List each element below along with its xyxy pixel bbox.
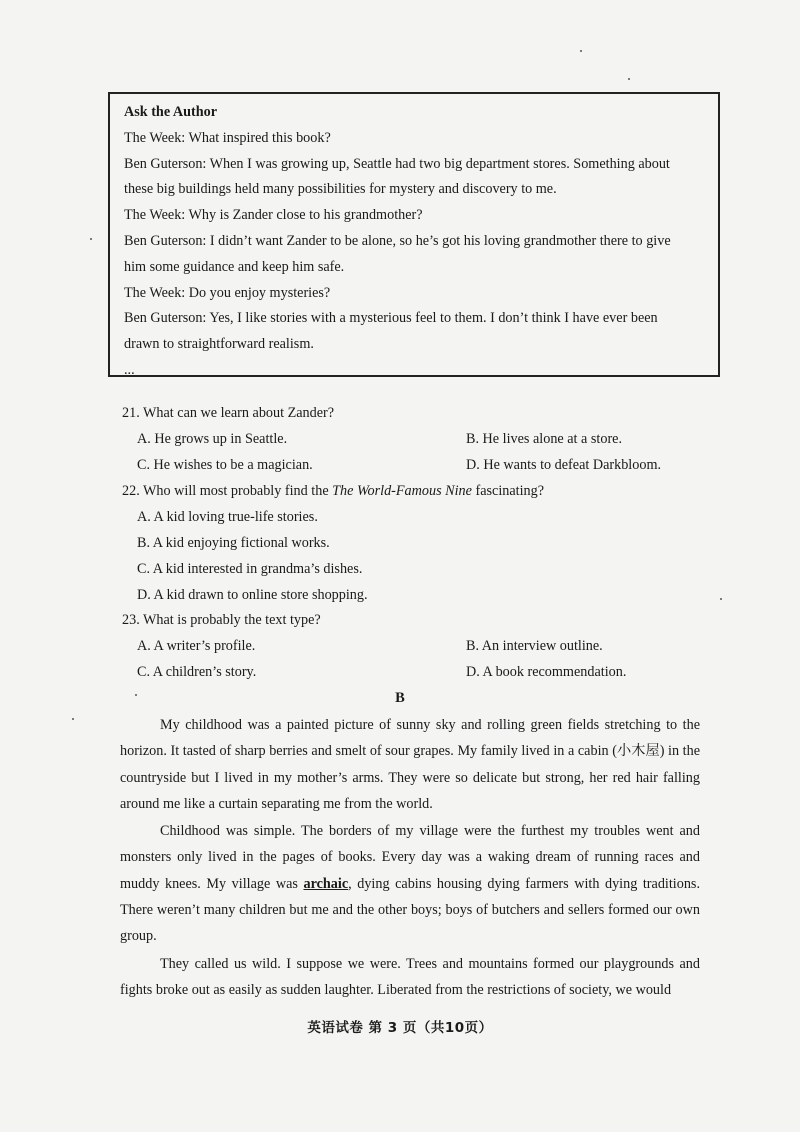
- interview-line: drawn to straightforward realism.: [124, 336, 314, 353]
- question-23-stem: 23. What is probably the text type?: [122, 612, 321, 628]
- q23-option-a: A. A writer’s profile.: [137, 638, 256, 654]
- p2-text-start: Childhood was simple. The borders of my village were the furthest my troubles went and monsters only lived in the pages of books. Every day was a waking dream of running races and muddy knees. My village was: [120, 823, 700, 892]
- scan-speck: [135, 694, 137, 696]
- interview-line: ...: [124, 361, 135, 378]
- q22-option-b: B. A kid enjoying fictional works.: [137, 535, 330, 551]
- interview-line: The Week: What inspired this book?: [124, 129, 331, 146]
- q22-option-a: A. A kid loving true-life stories.: [137, 509, 318, 525]
- q21-option-b: B. He lives alone at a store.: [466, 431, 623, 447]
- q23-option-d: D. A book recommendation.: [466, 664, 627, 680]
- interview-line: Ben Guterson: I didn’t want Zander to be alone, so he’s got his loving grandmother there to give: [124, 232, 671, 249]
- passage-paragraph-1: My childhood was a painted picture of sunny sky and rolling green fields stretching to the horizon. It tasted of sharp berries and smelt of sour grapes. My family lived in a cabin (小木屋) in the countryside but I lived in my mother’s arms. They were so delicate but strong, her red hair falling around me like a curtain separating me from the world.: [120, 717, 700, 812]
- scan-speck: [90, 238, 92, 240]
- q21-option-c: C. He wishes to be a magician.: [137, 457, 313, 473]
- q21-option-a: A. He grows up in Seattle.: [137, 431, 288, 447]
- interview-line: The Week: Do you enjoy mysteries?: [124, 284, 331, 301]
- scan-speck: [720, 598, 722, 600]
- box-title: Ask the Author: [124, 104, 218, 120]
- ask-the-author-box: [108, 92, 720, 377]
- book-title: The World-Famous Nine: [332, 483, 472, 499]
- interview-line: Ben Guterson: When I was growing up, Seattle had two big department stores. Something about: [124, 155, 670, 172]
- q21-option-d: D. He wants to defeat Darkbloom.: [466, 457, 662, 473]
- passage-paragraph-2: [120, 818, 700, 949]
- page-footer: 英语试卷 第 3 页（共10页）: [307, 1020, 493, 1036]
- q23-option-b: B. An interview outline.: [466, 638, 603, 654]
- q22-stem-start: 22. Who will most probably find the: [122, 483, 333, 499]
- interview-line: him some guidance and keep him safe.: [124, 258, 345, 275]
- underlined-word-archaic: archaic: [303, 875, 349, 892]
- passage-paragraph-3: They called us wild. I suppose we were. Trees and mountains formed our playgrounds and fights broke out as easily as sudden laughter. Liberated from the restrictions of society, we would: [120, 955, 700, 998]
- passage-b: [120, 712, 700, 1003]
- q22-stem-end: fascinating?: [471, 483, 545, 499]
- interview-line: Ben Guterson: Yes, I like stories with a mysterious feel to them. I don’t think I have ever been: [124, 310, 658, 327]
- scan-speck: [580, 50, 582, 52]
- p2-text-end: , dying cabins housing dying farmers with dying traditions. There weren’t many children but me and the other boys; boys of butchers and sellers formed our own group.: [120, 875, 701, 945]
- interview-line: The Week: Why is Zander close to his grandmother?: [124, 207, 423, 224]
- question-21-stem: 21. What can we learn about Zander?: [122, 405, 335, 421]
- section-b-heading: B: [395, 690, 405, 706]
- interview-line: these big buildings held many possibilities for mystery and discovery to me.: [124, 181, 557, 198]
- q23-option-c: C. A children’s story.: [137, 664, 257, 680]
- scan-speck: [72, 718, 74, 720]
- q22-option-d: D. A kid drawn to online store shopping.: [137, 587, 368, 603]
- question-22-stem: [122, 483, 544, 500]
- q22-option-c: C. A kid interested in grandma’s dishes.: [137, 561, 363, 577]
- scan-speck: [628, 78, 630, 80]
